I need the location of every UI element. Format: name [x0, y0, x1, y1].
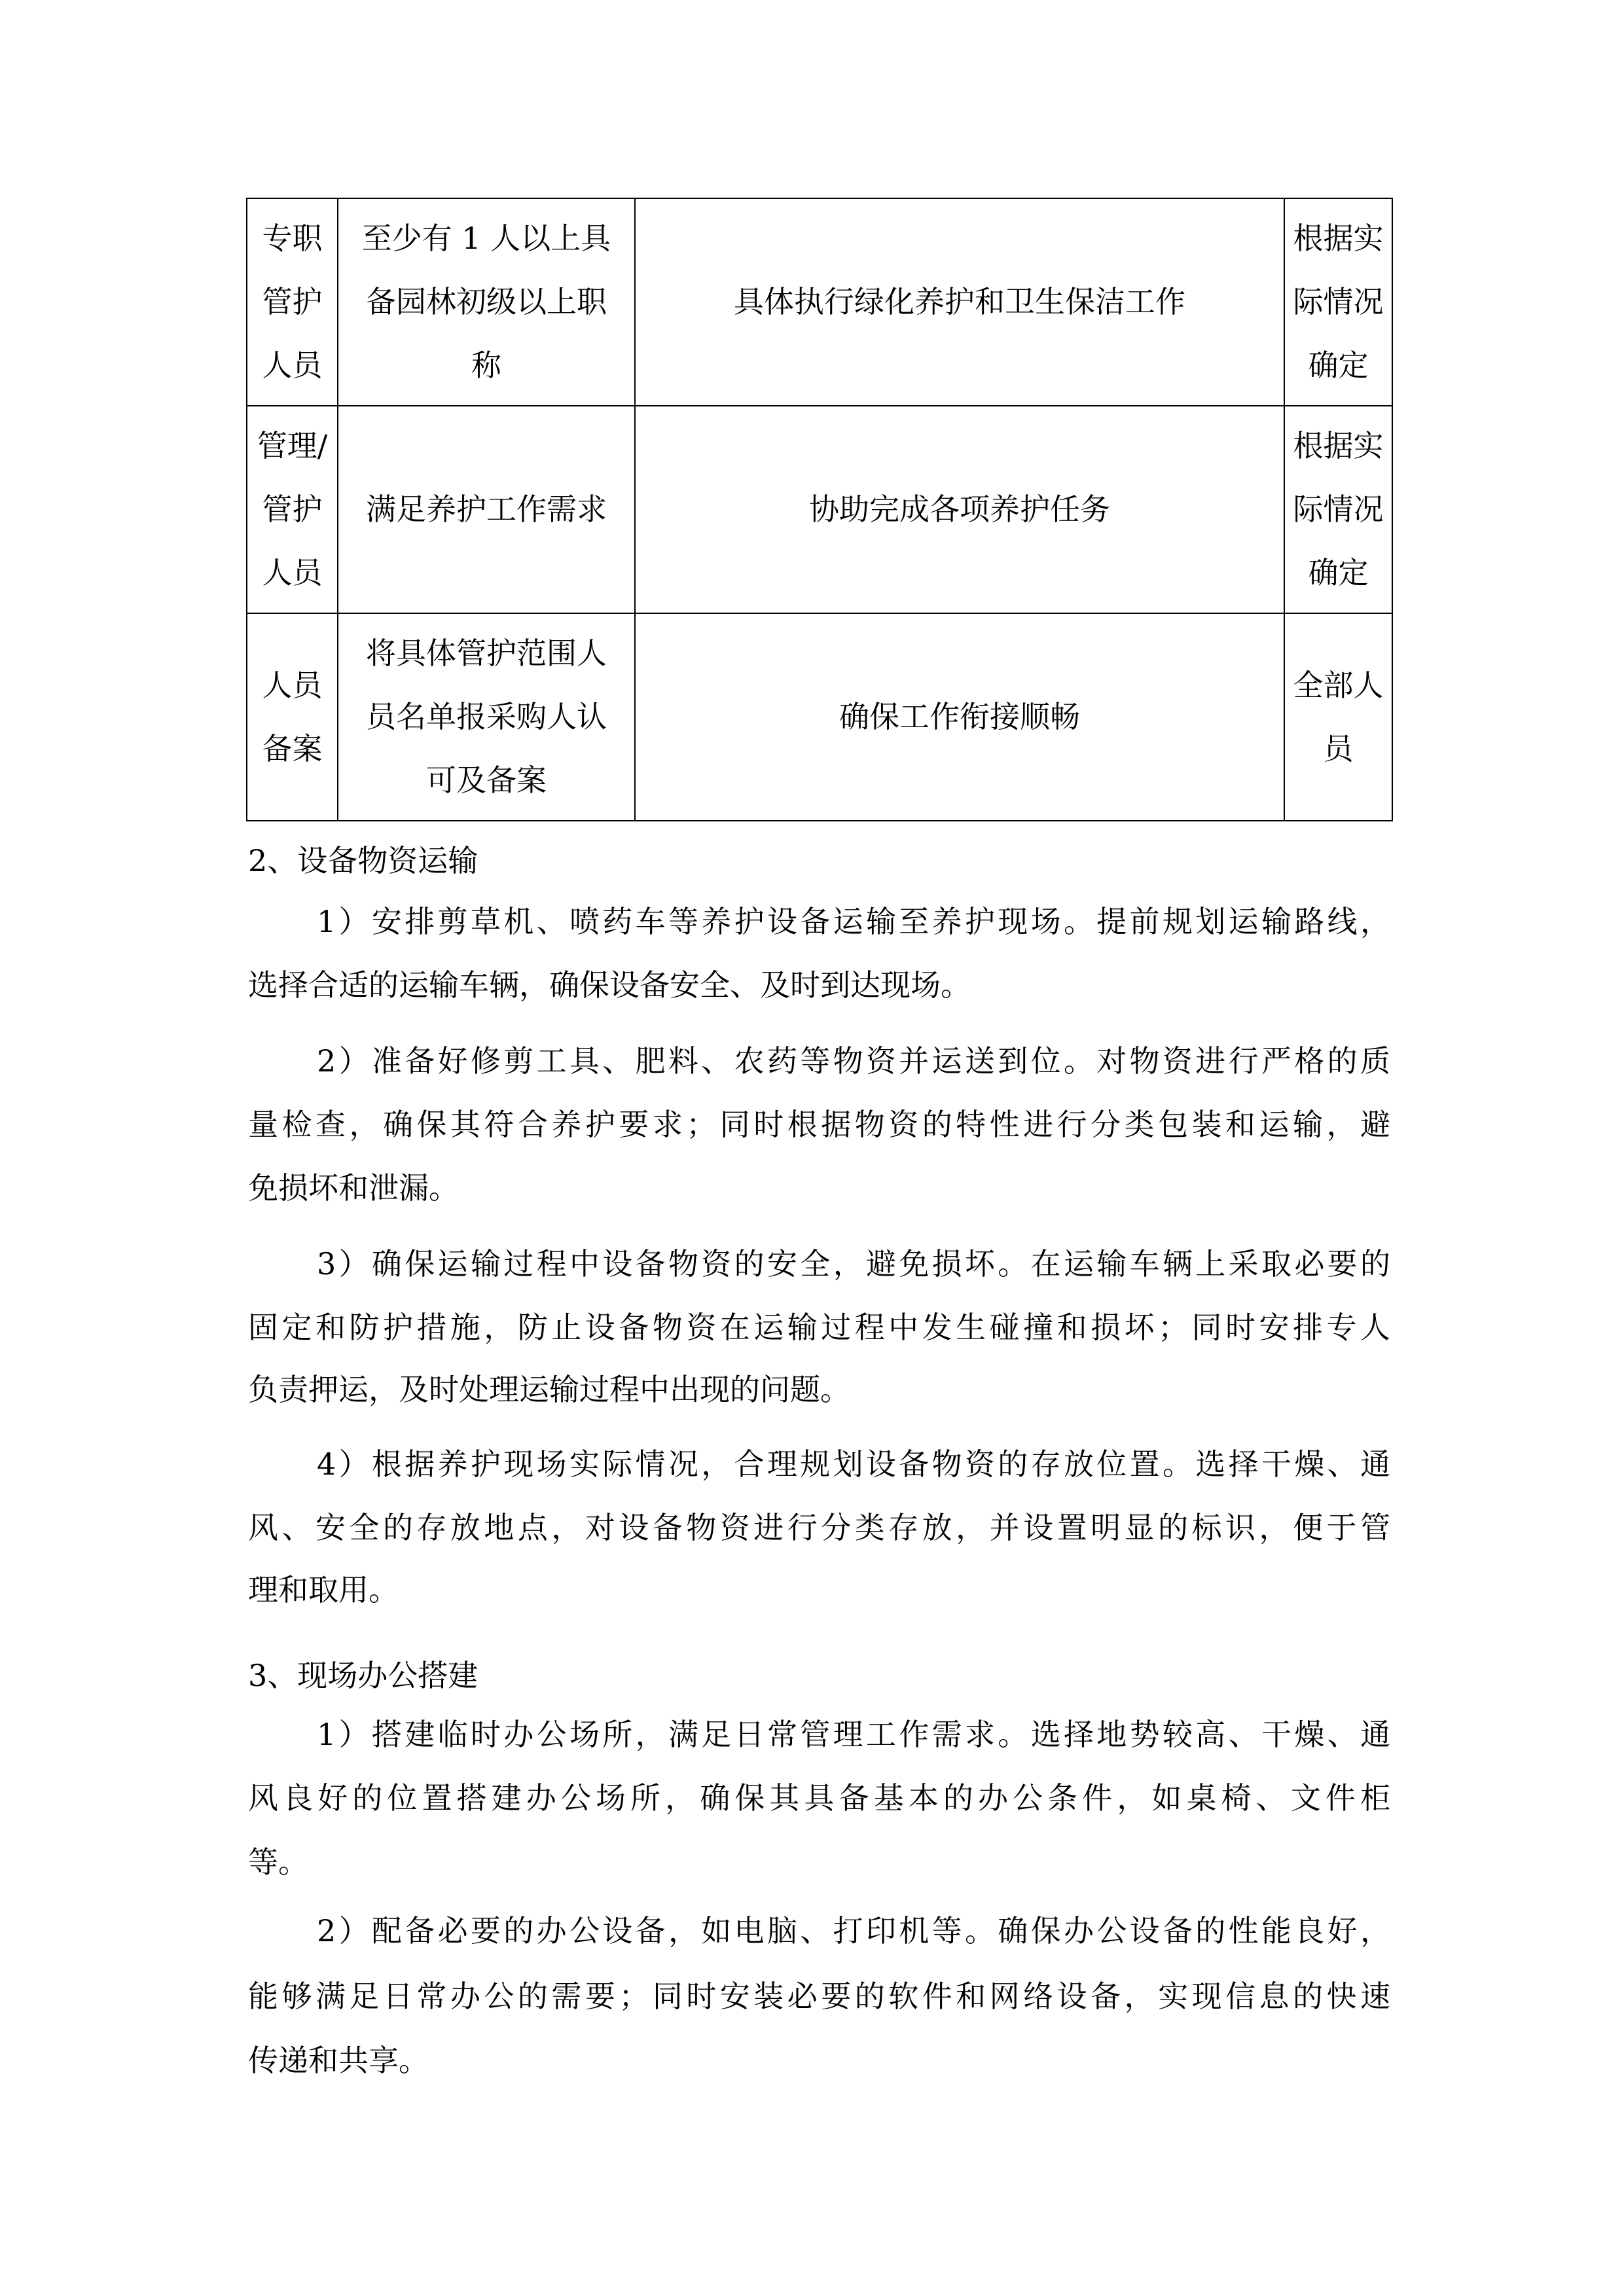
cell-text: 人员: [262, 555, 323, 590]
requirement-cell: [338, 198, 635, 406]
duty-cell: 协助完成各项养护任务: [635, 406, 1284, 613]
role-cell: [247, 198, 338, 406]
cell-text: 专职: [262, 221, 323, 256]
cell-text: 备园林初级以上职: [366, 284, 607, 319]
duty-cell: 具体执行绿化养护和卫生保洁工作: [635, 198, 1284, 406]
paragraph-line: 风、安全的存放地点，对设备物资进行分类存放，并设置明显的标识，便于管: [248, 1510, 1390, 1545]
cell-text: 管护: [262, 284, 323, 319]
cell-text: 人员: [262, 348, 323, 383]
cell-text: 备案: [262, 730, 323, 766]
count-cell: [1284, 198, 1392, 406]
paragraph-line: 选择合适的运输车辆，确保设备安全、及时到达现场。: [248, 967, 971, 1003]
cell-text: 至少有 1 人以上具: [361, 221, 611, 256]
paragraph-line: 风良好的位置搭建办公场所，确保其具备基本的办公条件，如桌椅、文件柜: [248, 1780, 1390, 1816]
section-heading: 2、设备物资运输: [248, 843, 478, 878]
paragraph-line: 量检查，确保其符合养护要求；同时根据物资的特性进行分类包装和运输，避: [248, 1107, 1390, 1142]
paragraph-line: 负责押运，及时处理运输过程中出现的问题。: [248, 1372, 850, 1407]
paragraph-line: 等。: [248, 1844, 308, 1880]
cell-text: 员名单报采购人认: [366, 699, 607, 734]
cell-text: 管护: [262, 492, 323, 527]
paragraph-line: 3）确保运输过程中设备物资的安全，避免损坏。在运输车辆上采取必要的: [317, 1246, 1390, 1282]
paragraph-line: 理和取用。: [248, 1572, 399, 1607]
paragraph-line: 1）搭建临时办公场所，满足日常管理工作需求。选择地势较高、干燥、通: [317, 1717, 1390, 1752]
cell-text: 全部人: [1293, 667, 1384, 703]
cell-text: 确定: [1308, 555, 1369, 590]
paragraph-line: 传递和共享。: [248, 2043, 429, 2078]
cell-text: 际情况: [1293, 492, 1384, 527]
table-row: [247, 613, 1392, 821]
paragraph-line: 2）配备必要的办公设备，如电脑、打印机等。确保办公设备的性能良好，: [317, 1913, 1390, 1948]
paragraph-line: 1）安排剪草机、喷药车等养护设备运输至养护现场。提前规划运输路线，: [317, 904, 1390, 939]
cell-text: 管理/: [257, 428, 328, 463]
cell-text: 员: [1323, 730, 1354, 766]
cell-text: 将具体管护范围人: [366, 636, 607, 671]
requirement-cell: [338, 406, 635, 613]
cell-text: 根据实: [1293, 428, 1384, 463]
cell-text: 确定: [1308, 348, 1369, 383]
count-cell: [1284, 613, 1392, 821]
table-row: [247, 198, 1392, 406]
count-cell: [1284, 406, 1392, 613]
cell-text: 际情况: [1293, 284, 1384, 319]
cell-text: 根据实: [1293, 221, 1384, 256]
requirement-cell: [338, 613, 635, 821]
role-cell: [247, 406, 338, 613]
cell-text: 满足养护工作需求: [366, 492, 607, 527]
cell-text: 称: [471, 348, 501, 383]
staffing-table: [246, 198, 1393, 821]
role-cell: [247, 613, 338, 821]
section-heading: 3、现场办公搭建: [248, 1658, 478, 1693]
table-row: [247, 406, 1392, 613]
paragraph-line: 能够满足日常办公的需要；同时安装必要的软件和网络设备，实现信息的快速: [248, 1979, 1390, 2014]
paragraph-line: 4）根据养护现场实际情况，合理规划设备物资的存放位置。选择干燥、通: [317, 1446, 1390, 1482]
duty-cell: 确保工作衔接顺畅: [635, 613, 1284, 821]
cell-text: 可及备案: [426, 762, 547, 798]
paragraph-line: 免损坏和泄漏。: [248, 1170, 459, 1206]
paragraph-line: 固定和防护措施，防止设备物资在运输过程中发生碰撞和损坏；同时安排专人: [248, 1310, 1390, 1345]
paragraph-line: 2）准备好修剪工具、肥料、农药等物资并运送到位。对物资进行严格的质: [317, 1043, 1390, 1079]
cell-text: 人员: [262, 667, 323, 703]
